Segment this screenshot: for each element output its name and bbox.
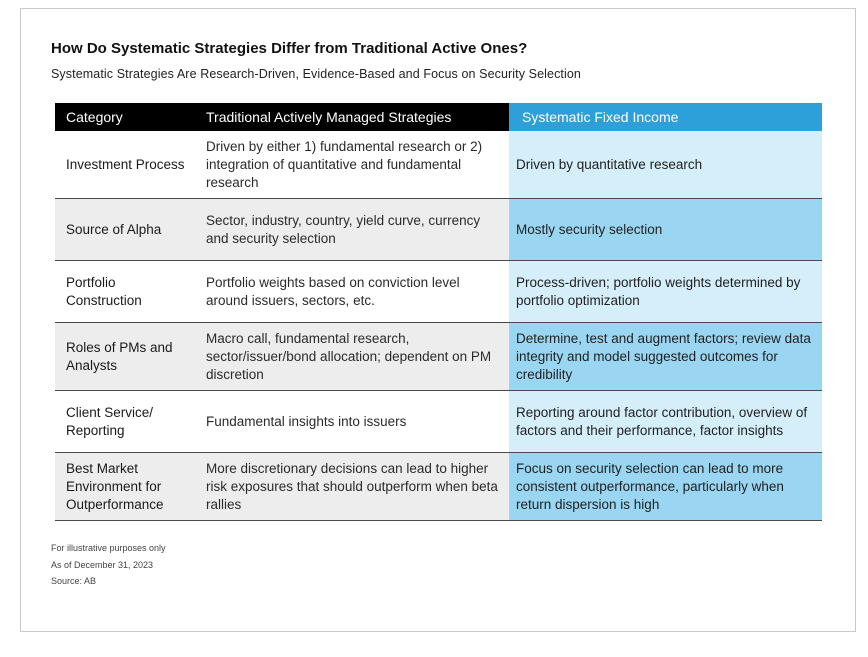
row-category: Portfolio Construction [55, 261, 195, 322]
note-illustrative: For illustrative purposes only [51, 543, 166, 553]
table-row [55, 391, 822, 453]
row-traditional: Sector, industry, country, yield curve, currency and security selection [195, 199, 509, 260]
row-category: Client Service/ Reporting [55, 391, 195, 452]
note-source: Source: AB [51, 576, 97, 586]
row-systematic: Determine, test and augment factors; review data integrity and model suggested outcomes for credibility [509, 323, 822, 390]
row-systematic: Process-driven; portfolio weights determined by portfolio optimization [509, 261, 822, 322]
footnotes [51, 540, 166, 590]
table-row [55, 323, 822, 391]
row-traditional: Fundamental insights into issuers [195, 391, 509, 452]
page-subtitle: Systematic Strategies Are Research-Driven, Evidence-Based and Focus on Security Selection [51, 67, 581, 81]
row-traditional: Portfolio weights based on conviction level around issuers, sectors, etc. [195, 261, 509, 322]
row-systematic: Focus on security selection can lead to more consistent outperformance, particularly when return dispersion is high [509, 453, 822, 520]
row-systematic: Driven by quantitative research [509, 131, 822, 198]
row-systematic: Mostly security selection [509, 199, 822, 260]
row-category: Best Market Environment for Outperformance [55, 453, 195, 520]
header-systematic: Systematic Fixed Income [509, 103, 822, 131]
table-row [55, 453, 822, 521]
row-category: Source of Alpha [55, 199, 195, 260]
row-traditional: Driven by either 1) fundamental research or 2) integration of quantitative and fundamental research [195, 131, 509, 198]
page-title: How Do Systematic Strategies Differ from Traditional Active Ones? [51, 40, 528, 57]
header-traditional: Traditional Actively Managed Strategies [195, 103, 509, 131]
row-systematic: Reporting around factor contribution, overview of factors and their performance, factor insights [509, 391, 822, 452]
comparison-table [55, 103, 822, 521]
table-row [55, 261, 822, 323]
table-header-row [55, 103, 822, 131]
row-category: Roles of PMs and Analysts [55, 323, 195, 390]
table-row [55, 131, 822, 199]
table-row [55, 199, 822, 261]
note-date: As of December 31, 2023 [51, 559, 154, 570]
row-traditional: Macro call, fundamental research, sector/issuer/bond allocation; dependent on PM discretion [195, 323, 509, 390]
header-category: Category [55, 103, 195, 131]
row-traditional: More discretionary decisions can lead to higher risk exposures that should outperform when beta rallies [195, 453, 509, 520]
row-category: Investment Process [55, 131, 195, 198]
